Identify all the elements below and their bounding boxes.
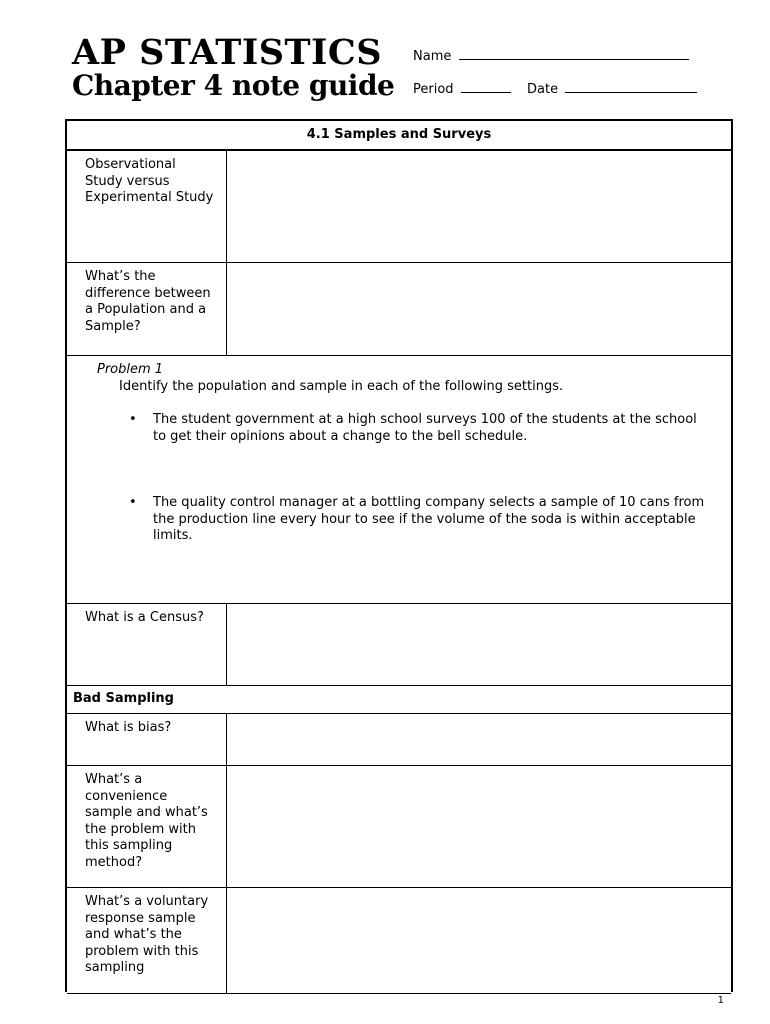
name-blank[interactable] xyxy=(459,47,689,60)
bullet-icon: • xyxy=(129,412,137,427)
label-convenience: What’s a convenience sample and what’s the problem with this sampling method? xyxy=(67,766,227,887)
answer-observational[interactable] xyxy=(227,151,731,262)
page-number: 1 xyxy=(717,995,724,1006)
row-voluntary xyxy=(67,888,731,994)
date-field[interactable] xyxy=(527,80,697,97)
row-convenience xyxy=(67,766,731,888)
bad-sampling-row xyxy=(67,686,731,714)
bullet-icon: • xyxy=(129,495,137,510)
row-problem-1 xyxy=(67,356,731,604)
label-population: What’s the difference between a Population and a Sample? xyxy=(67,263,227,355)
note-guide-table xyxy=(65,119,733,992)
answer-convenience[interactable] xyxy=(227,766,731,887)
row-bias xyxy=(67,714,731,766)
row-population xyxy=(67,263,731,356)
row-census xyxy=(67,604,731,686)
problem-item-1: The student government at a high school surveys 100 of the students at the school to get their opinions about a change to the bell schedule. xyxy=(153,412,697,444)
bad-sampling-heading: Bad Sampling xyxy=(73,691,174,706)
date-blank[interactable] xyxy=(565,80,697,93)
answer-voluntary[interactable] xyxy=(227,888,731,993)
label-observational: Observational Study versus Experimental Study xyxy=(67,151,227,262)
title-ap-statistics: AP STATISTICS xyxy=(72,32,383,73)
label-census: What is a Census? xyxy=(67,604,227,685)
section-title: 4.1 Samples and Surveys xyxy=(306,127,492,142)
date-label: Date xyxy=(527,82,559,97)
label-voluntary: What’s a voluntary response sample and what’s the problem with this sampling xyxy=(67,888,227,993)
row-observational xyxy=(67,151,731,263)
period-blank[interactable] xyxy=(461,80,511,93)
title-chapter-note-guide: Chapter 4 note guide xyxy=(72,69,395,102)
problem-item-2: The quality control manager at a bottling company selects a sample of 10 cans from the production line every hour to see if the volume of the soda is within acceptable limits. xyxy=(153,495,705,543)
answer-census[interactable] xyxy=(227,604,731,685)
answer-population[interactable] xyxy=(227,263,731,355)
label-bias: What is bias? xyxy=(67,714,227,765)
period-field[interactable] xyxy=(413,80,511,97)
period-label: Period xyxy=(413,82,454,97)
name-label: Name xyxy=(413,49,452,64)
problem-instruction: Identify the population and sample in each of the following settings. xyxy=(119,379,564,394)
problem-label: Problem 1 xyxy=(97,362,164,377)
section-header-row xyxy=(67,121,731,151)
name-field[interactable] xyxy=(413,47,689,64)
answer-bias[interactable] xyxy=(227,714,731,765)
